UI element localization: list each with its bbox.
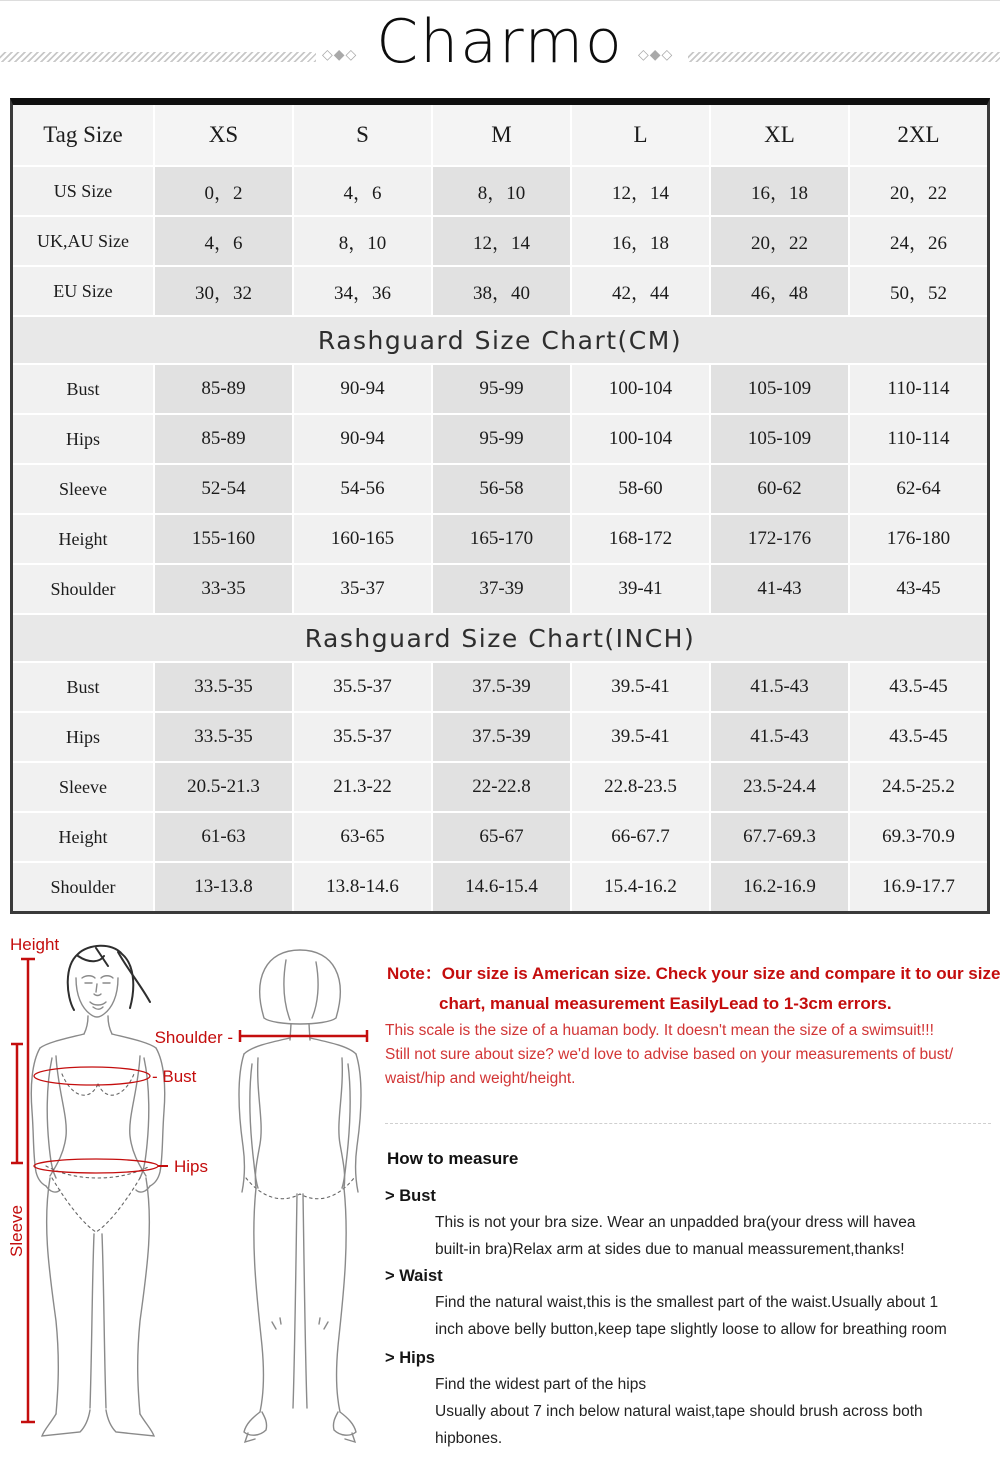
size-cell: 33.5-35 — [155, 663, 292, 711]
size-cell: 56-58 — [433, 465, 570, 513]
row-label: EU Size — [13, 267, 153, 315]
size-cell: 42，44 — [572, 267, 709, 315]
note-line: This scale is the size of a huaman body. It doesn't mean the size of a swimsuit!!! — [385, 1022, 934, 1039]
size-cell: 63-65 — [294, 813, 431, 861]
size-cell: 43.5-45 — [850, 713, 987, 761]
size-cell: 12，14 — [572, 167, 709, 215]
size-cell: 66-67.7 — [572, 813, 709, 861]
size-cell: 58-60 — [572, 465, 709, 513]
size-cell: 100-104 — [572, 415, 709, 463]
size-cell: 110-114 — [850, 365, 987, 413]
size-cell: 165-170 — [433, 515, 570, 563]
size-cell: 4，6 — [155, 217, 292, 265]
size-cell: 24，26 — [850, 217, 987, 265]
size-cell: 41-43 — [711, 565, 848, 613]
size-cell: 160-165 — [294, 515, 431, 563]
row-label: Bust — [13, 365, 153, 413]
size-cell: 30，32 — [155, 267, 292, 315]
size-cell: 67.7-69.3 — [711, 813, 848, 861]
size-cell: 24.5-25.2 — [850, 763, 987, 811]
size-cell: 16.2-16.9 — [711, 863, 848, 911]
measure-section-waist — [385, 1265, 947, 1343]
section-line: This is not your bra size. Wear an unpadded bra(your dress will havea — [435, 1214, 916, 1231]
column-header: M — [433, 105, 570, 165]
size-cell: 85-89 — [155, 415, 292, 463]
how-to-measure-title: How to measure — [387, 1149, 519, 1168]
note-line: waist/hip and weight/height. — [385, 1070, 576, 1087]
size-cell: 54-56 — [294, 465, 431, 513]
ornament-hatch-right — [688, 52, 1000, 62]
measure-section-bust — [385, 1185, 915, 1263]
size-cell: 43.5-45 — [850, 663, 987, 711]
size-cell: 69.3-70.9 — [850, 813, 987, 861]
size-cell: 12，14 — [433, 217, 570, 265]
size-cell: 38，40 — [433, 267, 570, 315]
size-cell: 90-94 — [294, 365, 431, 413]
size-cell: 50，52 — [850, 267, 987, 315]
hips-label: Hips — [174, 1157, 209, 1176]
size-cell: 22-22.8 — [433, 763, 570, 811]
section-line: inch above belly button,keep tape slightly loose to allow for breathing room — [435, 1321, 947, 1338]
section-line: built-in bra)Relax arm at sides due to manual meassurement,thanks! — [435, 1241, 905, 1258]
size-cell: 20，22 — [850, 167, 987, 215]
row-label: Sleeve — [13, 465, 153, 513]
row-label: UK,AU Size — [13, 217, 153, 265]
size-cell: 39.5-41 — [572, 663, 709, 711]
measure-section-hips — [385, 1347, 923, 1452]
column-header: S — [294, 105, 431, 165]
size-cell: 21.3-22 — [294, 763, 431, 811]
size-cell: 105-109 — [711, 415, 848, 463]
note-line: Still not sure about size? we'd love to advise based on your measurements of bust/ — [385, 1046, 954, 1063]
section-heading: > Waist — [385, 1267, 443, 1285]
size-cell: 105-109 — [711, 365, 848, 413]
column-header: Tag Size — [13, 105, 153, 165]
row-label: Hips — [13, 415, 153, 463]
size-cell: 33.5-35 — [155, 713, 292, 761]
section-line: Find the natural waist,this is the smallest part of the waist.Usually about 1 — [435, 1294, 939, 1311]
row-label: Hips — [13, 713, 153, 761]
note-line: chart, manual measurement EasilyLead to 1-3cm errors. — [439, 994, 892, 1013]
row-label: Height — [13, 813, 153, 861]
column-header: XS — [155, 105, 292, 165]
dashed-divider — [385, 1123, 991, 1124]
size-cell: 41.5-43 — [711, 713, 848, 761]
section-heading: > Bust — [385, 1187, 436, 1205]
row-label: US Size — [13, 167, 153, 215]
size-disclaimer — [385, 1019, 953, 1091]
row-label: Sleeve — [13, 763, 153, 811]
size-chart-table — [10, 98, 990, 914]
row-label: Bust — [13, 663, 153, 711]
size-cell: 37-39 — [433, 565, 570, 613]
section-line: Usually about 7 inch below natural waist,tape should brush across both — [435, 1403, 923, 1420]
size-cell: 176-180 — [850, 515, 987, 563]
size-cell: 52-54 — [155, 465, 292, 513]
size-cell: 168-172 — [572, 515, 709, 563]
size-cell: 39-41 — [572, 565, 709, 613]
column-header: L — [572, 105, 709, 165]
sleeve-label: Sleeve — [7, 1205, 26, 1257]
note-line: Note：Our size is American size. Check your size and compare it to our size — [387, 964, 1000, 983]
size-cell: 46，48 — [711, 267, 848, 315]
size-cell: 0，2 — [155, 167, 292, 215]
size-cell: 35.5-37 — [294, 663, 431, 711]
section-line: Find the widest part of the hips — [435, 1376, 647, 1393]
size-cell: 110-114 — [850, 415, 987, 463]
size-cell: 65-67 — [433, 813, 570, 861]
section-title-cm: Rashguard Size Chart(CM) — [13, 317, 987, 363]
size-cell: 95-99 — [433, 365, 570, 413]
row-label: Shoulder — [13, 863, 153, 911]
front-figure-drawing — [31, 946, 164, 1436]
size-cell: 85-89 — [155, 365, 292, 413]
size-cell: 20，22 — [711, 217, 848, 265]
height-label: Height — [10, 935, 60, 954]
shoulder-label: Shoulder - — [154, 1028, 233, 1047]
size-note — [387, 959, 1000, 1019]
size-cell: 22.8-23.5 — [572, 763, 709, 811]
figure-illustration — [0, 926, 388, 1457]
size-cell: 14.6-15.4 — [433, 863, 570, 911]
brand-logo: Charmo — [376, 7, 624, 77]
size-cell: 61-63 — [155, 813, 292, 861]
column-header: XL — [711, 105, 848, 165]
measurement-annotations — [7, 935, 367, 1422]
section-line: hipbones. — [435, 1430, 503, 1447]
size-cell: 43-45 — [850, 565, 987, 613]
column-header: 2XL — [850, 105, 987, 165]
size-cell: 90-94 — [294, 415, 431, 463]
section-heading: > Hips — [385, 1349, 435, 1367]
size-cell: 37.5-39 — [433, 713, 570, 761]
row-label: Shoulder — [13, 565, 153, 613]
size-cell: 41.5-43 — [711, 663, 848, 711]
row-label: Height — [13, 515, 153, 563]
size-cell: 100-104 — [572, 365, 709, 413]
size-cell: 16.9-17.7 — [850, 863, 987, 911]
size-cell: 8，10 — [433, 167, 570, 215]
size-cell: 172-176 — [711, 515, 848, 563]
size-cell: 16，18 — [711, 167, 848, 215]
section-title-inch: Rashguard Size Chart(INCH) — [13, 615, 987, 661]
size-cell: 62-64 — [850, 465, 987, 513]
size-cell: 23.5-24.4 — [711, 763, 848, 811]
size-cell: 35.5-37 — [294, 713, 431, 761]
size-cell: 37.5-39 — [433, 663, 570, 711]
size-cell: 13.8-14.6 — [294, 863, 431, 911]
size-cell: 155-160 — [155, 515, 292, 563]
size-cell: 16，18 — [572, 217, 709, 265]
size-cell: 15.4-16.2 — [572, 863, 709, 911]
size-cell: 95-99 — [433, 415, 570, 463]
size-cell: 33-35 — [155, 565, 292, 613]
size-cell: 60-62 — [711, 465, 848, 513]
size-cell: 4，6 — [294, 167, 431, 215]
size-cell: 13-13.8 — [155, 863, 292, 911]
size-cell: 20.5-21.3 — [155, 763, 292, 811]
size-cell: 8，10 — [294, 217, 431, 265]
diamond-ornament-right: ◇◆◇ — [638, 46, 674, 62]
size-cell: 35-37 — [294, 565, 431, 613]
size-cell: 39.5-41 — [572, 713, 709, 761]
diamond-ornament-left: ◇◆◇ — [322, 46, 358, 62]
size-cell: 34，36 — [294, 267, 431, 315]
back-figure-drawing — [239, 950, 361, 1442]
bust-label: - Bust — [152, 1067, 197, 1086]
